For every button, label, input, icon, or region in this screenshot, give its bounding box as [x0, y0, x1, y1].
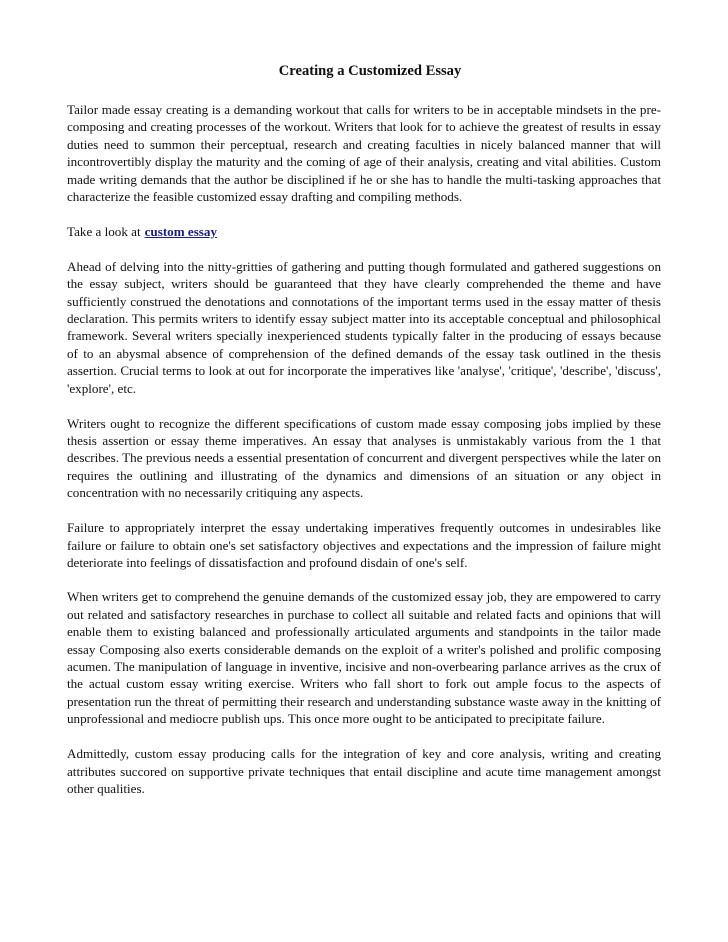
paragraph-terms: Ahead of delving into the nitty-gritties of gathering and putting though formulated and gathered suggestions on the essay subject, writers should be guaranteed that they have clearly comprehended the theme and have sufficiently construed the denotations and connotations of the important terms used in the essay matter of thesis declaration. This permits writers to identify essay subject matter into its acceptable conceptual and philosophical framework. Several writers specially inexperienced students typically falter in the producing of essays because of to an abysmal absence of comprehension of the defined demands of the essay task outlined in the thesis assertion. Crucial terms to look at out for incorporate the imperatives like 'analyse', 'critique', 'describe', 'discuss', 'explore', etc. [67, 258, 661, 396]
paragraph-intro: Tailor made essay creating is a demanding workout that calls for writers to be in acceptable mindsets in the pre-composing and creating processes of the workout. Writers that look for to achieve the greatest of results in essay duties need to summon their perceptual, research and creating faculties in nicely balanced manner that will incontrovertibly display the maturity and the coming of age of their analysis, creating and vital abilities. Custom made writing demands that the author be disciplined if he or she has to handle the multi-tasking approaches that characterize the feasible customized essay drafting and compiling methods. [67, 102, 661, 205]
paragraph-specifications: Writers ought to recognize the different specifications of custom made essay composing jobs implied by these thesis assertion or essay theme imperatives. An essay that analyses is unmistakably various from the 1 that describes. The previous needs a essential presentation of concurrent and divergent perspectives while the later on requires the outlining and illustrating of the dynamics and dimensions of an situation or any object in concentration with no necessarily critiquing any aspects. [67, 415, 661, 501]
custom-essay-link[interactable]: custom essay [144, 223, 217, 239]
look-prefix: Take a look at [67, 223, 141, 239]
document-page [67, 62, 661, 815]
paragraph-failure: Failure to appropriately interpret the essay undertaking imperatives frequently outcomes in undesirables like failure or failure to obtain one's set satisfactory objectives and expectations and the impression of failure might deteriorate into feelings of dissatisfaction and profound disdain of one's self. [67, 520, 661, 570]
paragraph-research: When writers get to comprehend the genuine demands of the customized essay job, they are empowered to carry out related and satisfactory researches in purchase to collect all suitable and related facts and opinions that will enable them to existing balanced and professionally articulated arguments and standpoints in the tailor made essay Composing also exerts considerable demands on the exploit of a writer's polished and prolific composing acumen. The manipulation of language in inventive, incisive and non-overbearing parlance arrives as the crux of the actual custom essay writing exercise. Writers who fall short to fork out ample focus to the aspects of presentation run the threat of permitting their research and understanding substance waste away in the knitting of unprofessional and mediocre publish ups. This once more ought to be anticipated to precipitate failure. [67, 589, 661, 727]
look-line [67, 223, 661, 240]
paragraph-conclusion: Admittedly, custom essay producing calls for the integration of key and core analysis, writing and creating attributes succored on supportive private techniques that entail discipline and acute time management amongst other qualities. [67, 746, 661, 796]
document-title: Creating a Customized Essay [278, 63, 462, 79]
